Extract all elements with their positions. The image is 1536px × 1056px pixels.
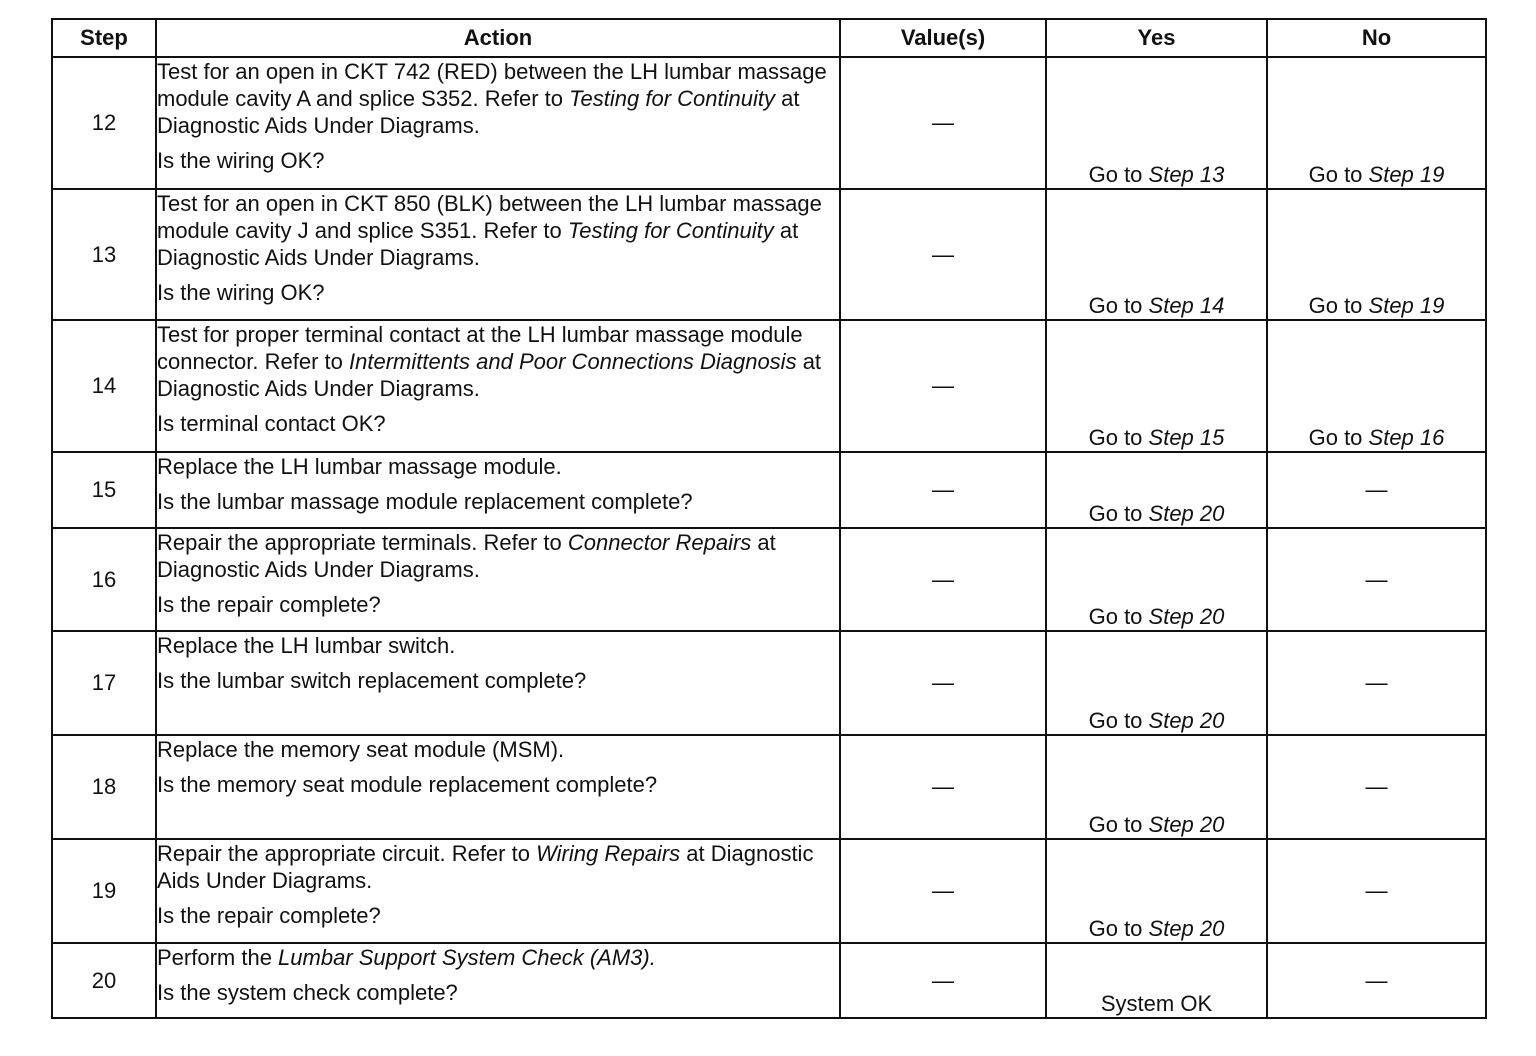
header-no: No — [1267, 19, 1486, 57]
no-cell: — — [1267, 631, 1486, 735]
value-cell: — — [840, 528, 1046, 631]
yes-cell: System OK — [1046, 943, 1267, 1018]
table-row — [52, 528, 1486, 631]
yes-cell: Go to Step 20 — [1046, 839, 1267, 943]
no-cell: Go to Step 19 — [1267, 57, 1486, 189]
step-number: 19 — [52, 839, 156, 943]
step-number: 14 — [52, 320, 156, 452]
action-cell — [156, 839, 840, 943]
action-text: Replace the LH lumbar switch. — [157, 633, 456, 658]
header-action: Action — [156, 19, 840, 57]
yes-cell: Go to Step 13 — [1046, 57, 1267, 189]
value-cell: — — [840, 189, 1046, 320]
value-cell: — — [840, 57, 1046, 189]
value-cell: — — [840, 631, 1046, 735]
yes-cell: Go to Step 20 — [1046, 528, 1267, 631]
step-number: 16 — [52, 528, 156, 631]
action-text: Repair the appropriate circuit. Refer to Wiring Repairs at Diagnostic Aids Under Diagrams. — [157, 841, 814, 893]
action-text: Test for an open in CKT 742 (RED) between the LH lumbar massage module cavity A and splice S352. Refer to Testing for Continuity at Diagnostic Aids Under Diagrams. — [157, 59, 827, 138]
no-cell: Go to Step 19 — [1267, 189, 1486, 320]
yes-cell: Go to Step 20 — [1046, 735, 1267, 839]
action-question: Is the repair complete? — [157, 592, 381, 617]
action-question: Is the system check complete? — [157, 980, 458, 1005]
no-cell: — — [1267, 735, 1486, 839]
action-cell — [156, 320, 840, 452]
table-row — [52, 943, 1486, 1018]
no-cell: — — [1267, 452, 1486, 528]
no-cell: — — [1267, 839, 1486, 943]
table-row — [52, 57, 1486, 189]
action-question: Is the memory seat module replacement complete? — [157, 772, 658, 797]
step-number: 12 — [52, 57, 156, 189]
action-question: Is the lumbar switch replacement complete? — [157, 668, 587, 693]
table-row — [52, 631, 1486, 735]
step-number: 17 — [52, 631, 156, 735]
value-cell: — — [840, 839, 1046, 943]
action-cell — [156, 528, 840, 631]
step-number: 13 — [52, 189, 156, 320]
action-question: Is the lumbar massage module replacement complete? — [157, 489, 693, 514]
no-cell: — — [1267, 528, 1486, 631]
action-text: Perform the Lumbar Support System Check (AM3). — [157, 945, 656, 970]
diagnostic-table — [51, 18, 1487, 1019]
header-row — [52, 19, 1486, 57]
step-number: 15 — [52, 452, 156, 528]
action-text: Test for proper terminal contact at the LH lumbar massage module connector. Refer to Intermittents and Poor Connections Diagnosis at Diagnostic Aids Under Diagrams. — [157, 322, 822, 401]
yes-cell: Go to Step 14 — [1046, 189, 1267, 320]
action-question: Is the wiring OK? — [157, 148, 325, 173]
action-text: Replace the LH lumbar massage module. — [157, 454, 562, 479]
header-values: Value(s) — [840, 19, 1046, 57]
step-number: 18 — [52, 735, 156, 839]
yes-cell: Go to Step 20 — [1046, 631, 1267, 735]
action-cell — [156, 57, 840, 189]
yes-cell: Go to Step 20 — [1046, 452, 1267, 528]
no-cell: Go to Step 16 — [1267, 320, 1486, 452]
action-cell — [156, 452, 840, 528]
action-cell — [156, 631, 840, 735]
table-row — [52, 735, 1486, 839]
value-cell: — — [840, 452, 1046, 528]
yes-cell: Go to Step 15 — [1046, 320, 1267, 452]
action-question: Is the wiring OK? — [157, 280, 325, 305]
header-step: Step — [52, 19, 156, 57]
table-row — [52, 189, 1486, 320]
header-yes: Yes — [1046, 19, 1267, 57]
action-question: Is terminal contact OK? — [157, 411, 386, 436]
action-cell — [156, 735, 840, 839]
table-row — [52, 320, 1486, 452]
action-question: Is the repair complete? — [157, 903, 381, 928]
action-cell — [156, 943, 840, 1018]
table-row — [52, 452, 1486, 528]
table-row — [52, 839, 1486, 943]
action-cell — [156, 189, 840, 320]
action-text: Replace the memory seat module (MSM). — [157, 737, 565, 762]
no-cell: — — [1267, 943, 1486, 1018]
step-number: 20 — [52, 943, 156, 1018]
action-text: Repair the appropriate terminals. Refer to Connector Repairs at Diagnostic Aids Under Diagrams. — [157, 530, 776, 582]
value-cell: — — [840, 320, 1046, 452]
value-cell: — — [840, 943, 1046, 1018]
value-cell: — — [840, 735, 1046, 839]
action-text: Test for an open in CKT 850 (BLK) between the LH lumbar massage module cavity J and splice S351. Refer to Testing for Continuity at Diagnostic Aids Under Diagrams. — [157, 191, 822, 270]
